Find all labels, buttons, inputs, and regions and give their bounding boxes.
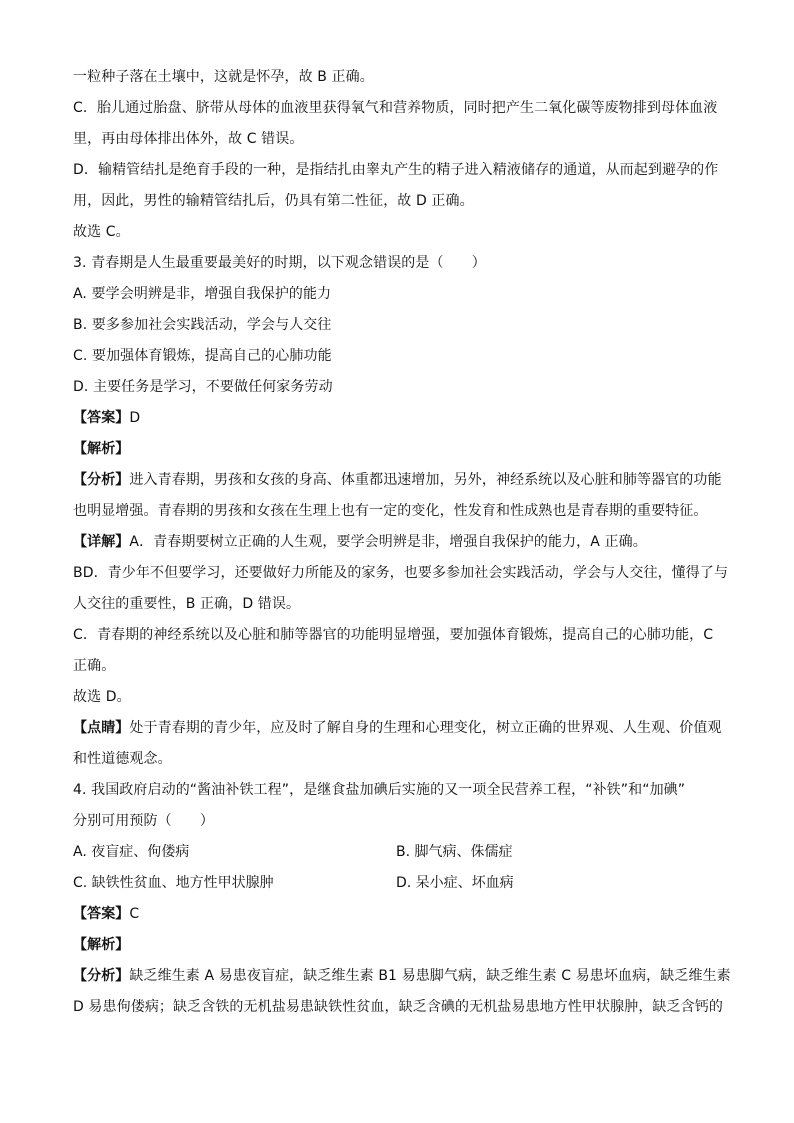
text-line: 故选 D。 (73, 689, 131, 705)
text-line: 故选 C。 (73, 224, 130, 240)
text-line: 里，再由母体排出体外，故 C 错误。 (73, 131, 304, 147)
document-body (73, 62, 731, 1023)
question-4-options-row-2 (73, 868, 723, 899)
fenxi-tag: 【分析】 (73, 968, 130, 984)
question-3-option-a: A. 要学会明辨是非，增强自我保护的能力 (73, 286, 332, 302)
question-4-stem: 4. 我国政府启动的“酱油补铁工程”，是继食盐加碘后实施的又一项全民营养工程，“补铁”和“加碘” (73, 782, 686, 798)
dianjing-text: 处于青春期的青少年，应及时了解自身的生理和心理变化，树立正确的世界观、人生观、价值观 (129, 720, 722, 736)
question-3-stem: 3. 青春期是人生最重要最美好的时期，以下观念错误的是（ ） (73, 255, 486, 271)
question-3-option-c: C. 要加强体育锻炼，提高自己的心肺功能 (73, 348, 332, 364)
text-line: 和性道德观念。 (73, 751, 172, 767)
xiangjie-tag: 【详解】 (73, 534, 130, 550)
fenxi-text: 缺乏维生素 A 易患夜盲症，缺乏维生素 B1 易患脚气病，缺乏维生素 C 易患坏血病，缺乏维生素 (129, 968, 731, 984)
answer-value: C (129, 906, 140, 922)
question-3-analysis (73, 465, 723, 496)
question-4-analysis (73, 961, 731, 992)
question-4-analysis-heading (73, 930, 723, 961)
text-line: BD．青少年不但要学习，还要做好力所能及的家务，也要多参加社会实践活动，学会与人交往，懂得了与 (73, 565, 729, 581)
question-4-option-c: C. 缺铁性贫血、地方性甲状腺肿 (73, 875, 274, 891)
text-line: D．输精管结扎是绝育手段的一种，是指结扎由睾丸产生的精子进入精液储存的通道，从而起到避孕的作 (73, 162, 719, 178)
question-4-option-a: A. 夜盲症、佝偻病 (73, 844, 190, 860)
question-4-options-row-1 (73, 837, 723, 868)
question-3-detail (73, 527, 723, 558)
question-4-answer (73, 899, 723, 930)
text-line: 用，因此，男性的输精管结扎后，仍具有第二性征，故 D 正确。 (73, 193, 474, 209)
question-3-option-d: D. 主要任务是学习，不要做任何家务劳动 (73, 379, 333, 395)
question-3-remark (73, 713, 723, 744)
text-line: 人交往的重要性，B 正确，D 错误。 (73, 596, 301, 612)
text-line: C．胎儿通过胎盘、脐带从母体的血液里获得氧气和营养物质，同时把产生二氧化碳等废物排到母体血液 (73, 100, 718, 116)
answer-tag: 【答案】 (73, 906, 130, 922)
text-line: 一粒种子落在土壤中，这就是怀孕，故 B 正确。 (73, 69, 374, 85)
analysis-tag: 【解析】 (73, 937, 130, 953)
text-line: 也明显增强。青春期的男孩和女孩在生理上也有一定的变化，性发育和性成熟也是青春期的重要特征。 (73, 503, 708, 519)
question-4-option-b: B. 脚气病、侏儒症 (396, 844, 513, 860)
question-3-option-b: B. 要多参加社会实践活动，学会与人交往 (73, 317, 332, 333)
text-line: 正确。 (73, 658, 116, 674)
fenxi-text: 进入青春期，男孩和女孩的身高、体重都迅速增加，另外，神经系统以及心脏和肺等器官的功能 (129, 472, 722, 488)
question-4-option-d: D. 呆小症、坏血病 (396, 875, 514, 891)
question-3-analysis-heading (73, 434, 723, 465)
fenxi-tag: 【分析】 (73, 472, 130, 488)
answer-tag: 【答案】 (73, 410, 130, 426)
answer-value: D (129, 410, 141, 426)
question-3-answer (73, 403, 723, 434)
xiangjie-text: A．青春期要树立正确的人生观，要学会明辨是非，增强自我保护的能力，A 正确。 (129, 534, 647, 550)
text-line: D 易患佝偻病；缺乏含铁的无机盐易患缺铁性贫血，缺乏含碘的无机盐易患地方性甲状腺肿，缺乏含钙的 (73, 999, 723, 1015)
question-4-stem-cont: 分别可用预防（ ） (73, 813, 214, 829)
analysis-tag: 【解析】 (73, 441, 130, 457)
text-line: C．青春期的神经系统以及心脏和肺等器官的功能明显增强，要加强体育锻炼，提高自己的心肺功能，C (73, 627, 714, 643)
dianjing-tag: 【点睛】 (73, 720, 130, 736)
